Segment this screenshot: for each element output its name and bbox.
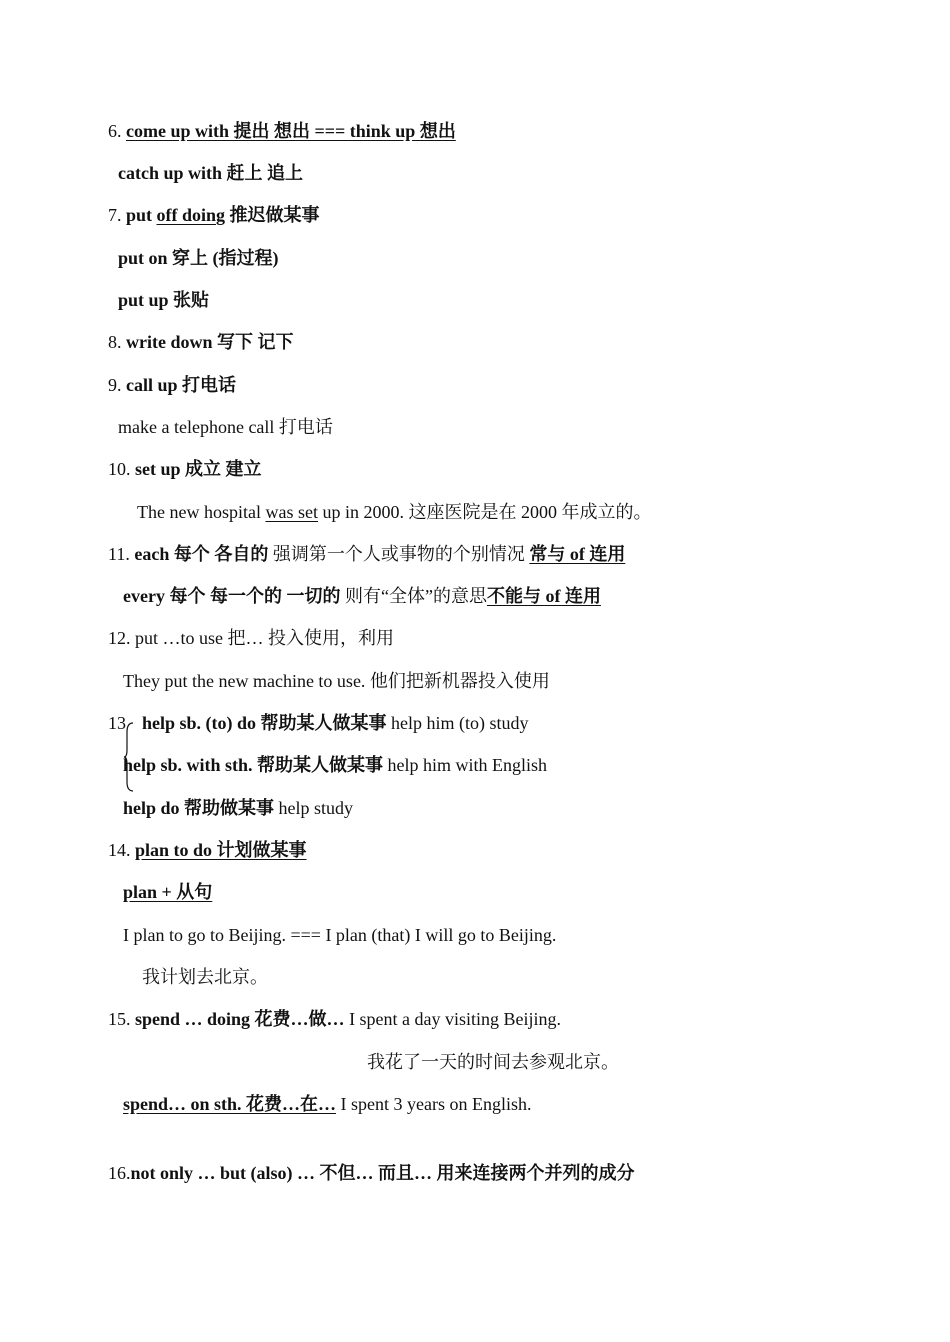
explanation: 强调第一个人或事物的个别情况 (268, 544, 530, 564)
phrase: put (126, 205, 157, 225)
entry-number: 16. (108, 1163, 131, 1183)
entry-8 (108, 330, 294, 354)
example-text: help him with English (383, 755, 548, 775)
translation-text: 我计划去北京。 (142, 967, 268, 987)
phrase: put …to use 把… 投入使用，利用 (135, 628, 394, 648)
example-text: I plan to go to Beijing. === I plan (that) I will go to Beijing. (123, 925, 557, 945)
example-underlined: was set (265, 502, 318, 522)
entry-number: 14. (108, 840, 135, 860)
entry-number: 10. (108, 459, 135, 479)
phrase: spend… on sth. 花费…在… (123, 1094, 337, 1114)
entry-6-sub (118, 161, 303, 185)
phrase: put on 穿上 (指过程) (118, 248, 279, 268)
entry-6 (108, 119, 456, 143)
phrase: put up 张贴 (118, 290, 210, 310)
entry-number: 12. (108, 628, 135, 648)
entry-number: 7. (108, 205, 126, 225)
phrase: spend … doing 花费…做… (135, 1009, 345, 1029)
phrase: each 每个 各自的 (134, 544, 269, 564)
note: 常与 of 连用 (529, 544, 626, 564)
entry-9-sub (118, 415, 333, 439)
phrase: help sb. (to) do 帮助某人做某事 (142, 713, 387, 733)
phrase: not only … but (also) … 不但… 而且… 用来连接两个并列的成分 (130, 1163, 635, 1183)
phrase: write down 写下 记下 (126, 332, 294, 352)
example-text: I spent 3 years on English. (336, 1094, 532, 1114)
entry-14-translation (142, 965, 268, 989)
explanation: 则有“全体”的意思 (340, 586, 487, 606)
entry-13-sub-1 (123, 753, 547, 777)
phrase: help sb. with sth. 帮助某人做某事 (123, 755, 384, 775)
entry-10-example (137, 500, 651, 524)
entry-13-sub-2 (123, 796, 353, 820)
phrase: make a telephone call 打电话 (118, 417, 333, 437)
entry-15 (108, 1007, 561, 1031)
note: 不能与 of 连用 (486, 586, 601, 606)
entry-7 (108, 203, 320, 227)
phrase: plan to do 计划做某事 (135, 840, 307, 860)
example-text: up in 2000. 这座医院是在 2000 年成立的。 (317, 502, 652, 522)
entry-14-sub (123, 880, 212, 904)
phrase: come up with 提出 想出 === think up 想出 (126, 121, 456, 141)
phrase: help do 帮助做某事 (123, 798, 275, 818)
phrase: every 每个 每一个的 一切的 (123, 586, 341, 606)
phrase: plan + 从句 (123, 882, 213, 902)
entry-12-example (123, 669, 550, 693)
entry-13 (108, 711, 529, 735)
entry-number: 6. (108, 121, 126, 141)
entry-number: 13 (108, 713, 126, 733)
translation-text: 我花了一天的时间去参观北京。 (367, 1052, 619, 1072)
phrase: set up 成立 建立 (135, 459, 262, 479)
phrase-underlined: off doing (156, 205, 226, 225)
entry-14-example (123, 923, 556, 947)
meaning: 推迟做某事 (225, 205, 320, 225)
entry-15-translation (367, 1050, 619, 1074)
example-text: I spent a day visiting Beijing. (344, 1009, 562, 1029)
entry-16 (108, 1161, 635, 1185)
entry-number: 9. (108, 375, 126, 395)
entry-14 (108, 838, 307, 862)
entry-number: 8. (108, 332, 126, 352)
entry-number: 15. (108, 1009, 135, 1029)
entry-11-sub (123, 584, 601, 608)
entry-9 (108, 373, 236, 397)
entry-7-sub-1 (118, 246, 279, 270)
entry-11 (108, 542, 625, 566)
entry-15-sub (123, 1092, 532, 1116)
example-text: They put the new machine to use. 他们把新机器投入使用 (123, 671, 550, 691)
phrase: call up 打电话 (126, 375, 237, 395)
entry-7-sub-2 (118, 288, 209, 312)
example-text: help study (274, 798, 354, 818)
entry-number: 11. (108, 544, 135, 564)
example-text: help him (to) study (386, 713, 529, 733)
entry-12 (108, 626, 394, 650)
entry-10 (108, 457, 262, 481)
phrase: catch up with 赶上 追上 (118, 163, 304, 183)
example-text: The new hospital (137, 502, 266, 522)
